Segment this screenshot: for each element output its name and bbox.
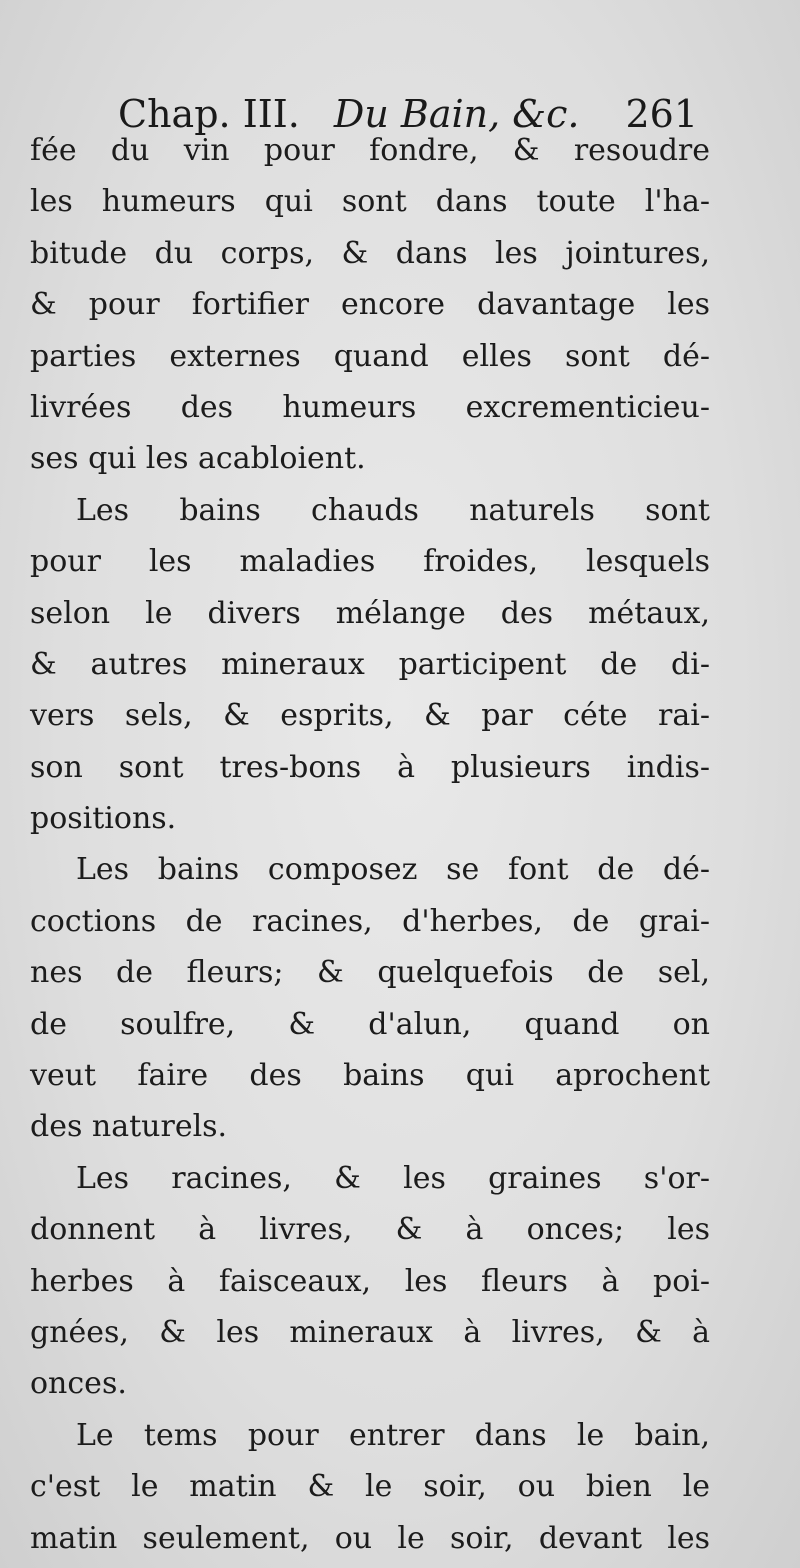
text-line: veut faire des bains qui aprochent — [30, 1058, 710, 1094]
text-line: nes de fleurs; & quelquefois de sel, — [30, 955, 710, 991]
text-line: Les bains composez se font de dé- — [76, 852, 710, 888]
page-number: 261 — [625, 92, 698, 136]
text-line: bitude du corps, & dans les jointures, — [30, 235, 710, 271]
text-line: donnent à livres, & à onces; les — [30, 1212, 710, 1248]
text-line: Les bains chauds naturels sont — [76, 492, 710, 528]
text-line: ses qui les acabloient. — [30, 441, 366, 477]
text-line: herbes à faisceaux, les fleurs à poi- — [30, 1263, 710, 1299]
text-line: des naturels. — [30, 1109, 228, 1145]
text-line: vers sels, & esprits, & par céte rai- — [30, 698, 710, 734]
text-line: son sont tres-bons à plusieurs indis- — [30, 749, 710, 785]
text-line: gnées, & les mineraux à livres, & à — [30, 1314, 710, 1350]
running-title: Du Bain, &c. — [333, 92, 580, 136]
text-line: les humeurs qui sont dans toute l'ha- — [30, 184, 710, 220]
text-line: positions. — [30, 801, 177, 837]
text-line: coctions de racines, d'herbes, de grai- — [30, 903, 710, 939]
text-line: Le tems pour entrer dans le bain, — [76, 1417, 710, 1453]
text-line: fée du vin pour fondre, & resoudre — [30, 133, 710, 168]
text-line: pour les maladies froides, lesquels — [30, 544, 710, 580]
chapter-label: Chap. III. — [118, 92, 300, 136]
text-line: de soulfre, & d'alun, quand on — [30, 1006, 710, 1042]
text-line: livrées des humeurs excrementicieu- — [30, 389, 710, 425]
text-line: & autres mineraux participent de di- — [30, 646, 710, 682]
body-text — [30, 125, 710, 1564]
text-line: Les racines, & les graines s'or- — [76, 1160, 710, 1196]
text-line: parties externes quand elles sont dé- — [30, 338, 710, 374]
text-line: c'est le matin & le soir, ou bien le — [30, 1469, 710, 1505]
text-line: onces. — [30, 1366, 127, 1402]
text-line: matin seulement, ou le soir, devant les — [30, 1520, 710, 1556]
text-line: & pour fortifier encore davantage les — [30, 287, 710, 323]
text-line: selon le divers mélange des métaux, — [30, 595, 710, 631]
